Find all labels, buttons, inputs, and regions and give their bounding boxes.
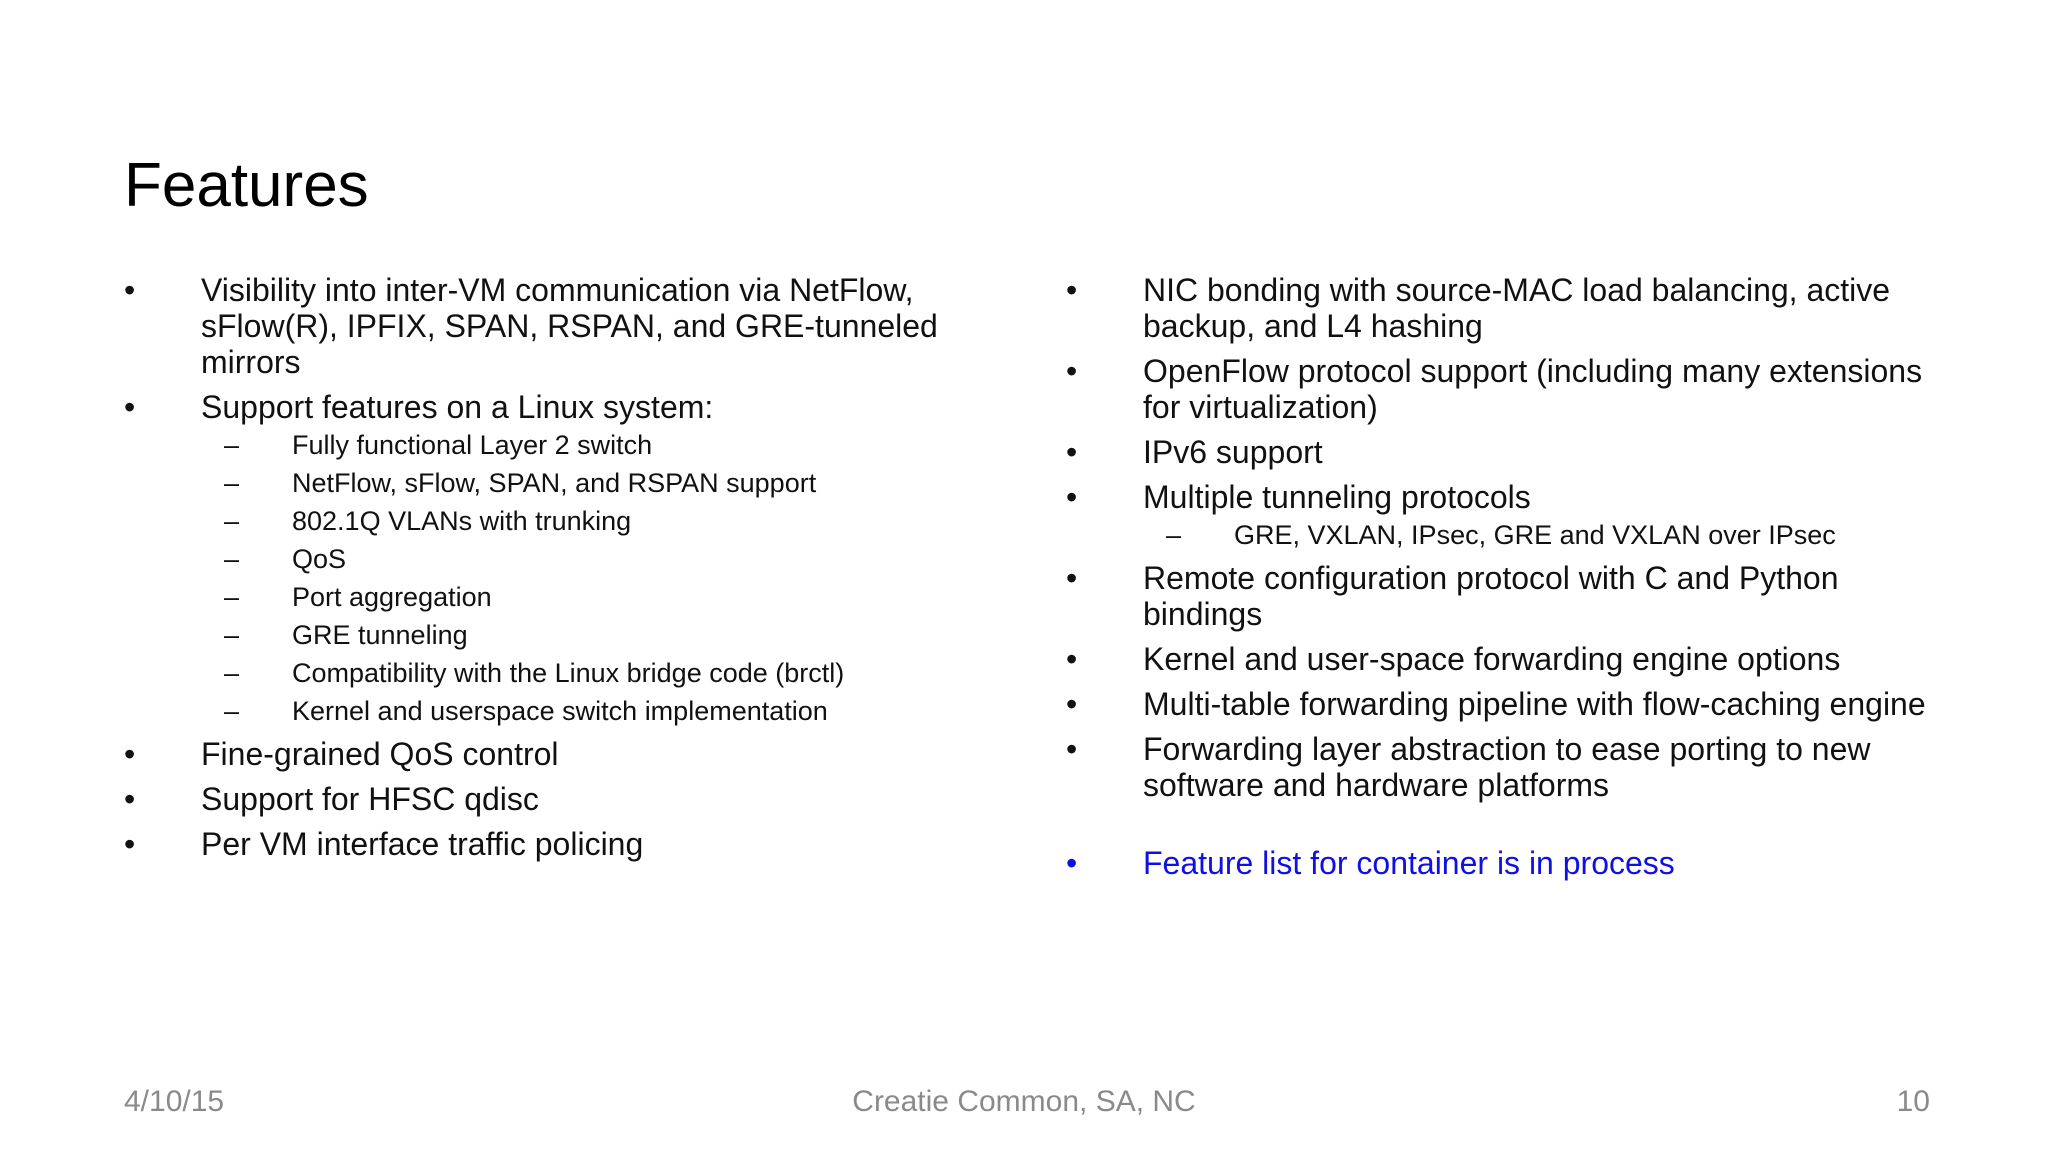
dash-icon: – (224, 468, 240, 498)
sub-list-item-text: QoS (292, 544, 347, 574)
bullet-icon: • (1066, 272, 1078, 308)
slide-title: Features (124, 150, 369, 220)
slide-number: 10 (1896, 1085, 1930, 1118)
list-item-text: Remote configuration protocol with C and Python bindings (1143, 560, 1839, 632)
bullet-icon: • (124, 272, 136, 308)
list-item (124, 736, 1024, 772)
list-item-text: Multi-table forwarding pipeline with flow-caching engine (1143, 686, 1926, 722)
list-item (1066, 479, 1946, 551)
dash-icon: – (224, 658, 240, 688)
list-item (124, 389, 1024, 727)
sub-list-item (124, 543, 1024, 575)
list-item-text: Fine-grained QoS control (201, 736, 559, 772)
bullet-icon: • (124, 736, 136, 772)
highlight-list-item (1066, 845, 1946, 881)
right-bullet-list (1066, 272, 1946, 890)
list-item (1066, 353, 1946, 425)
sub-list (201, 429, 1024, 727)
sub-list-item-text: Fully functional Layer 2 switch (292, 430, 653, 460)
bullet-icon: • (124, 826, 136, 862)
sub-list-item (124, 505, 1024, 537)
list-item-text: Support features on a Linux system: (201, 389, 714, 425)
bullet-icon: • (1066, 434, 1078, 470)
list-item (1066, 434, 1946, 470)
sub-list-item-text: Compatibility with the Linux bridge code (brctl) (292, 658, 845, 688)
sub-list-item (1066, 519, 1946, 551)
sub-list-item-text: GRE tunneling (292, 620, 468, 650)
list-item-text: Visibility into inter-VM communication via NetFlow, sFlow(R), IPFIX, SPAN, RSPAN, and GRE-tunneled mirrors (201, 272, 938, 380)
sub-list (1143, 519, 1946, 551)
dash-icon: – (1166, 520, 1182, 550)
list-item (124, 781, 1024, 817)
list-item-text: Forwarding layer abstraction to ease porting to new software and hardware platforms (1143, 731, 1871, 803)
list-item (1066, 686, 1946, 722)
list-item (1066, 272, 1946, 344)
dash-icon: – (224, 582, 240, 612)
highlight-list-item-text: Feature list for container is in process (1143, 845, 1675, 881)
sub-list-item (124, 429, 1024, 461)
dash-icon: – (224, 544, 240, 574)
list-item-text: OpenFlow protocol support (including many extensions for virtualization) (1143, 353, 1923, 425)
list-item-text: IPv6 support (1143, 434, 1323, 470)
list-item-text: NIC bonding with source-MAC load balancing, active backup, and L4 hashing (1143, 272, 1891, 344)
bullet-icon: • (124, 389, 136, 425)
list-item (1066, 560, 1946, 632)
list-item-text: Kernel and user-space forwarding engine options (1143, 641, 1841, 677)
sub-list-item (124, 695, 1024, 727)
sub-list-item-text: 802.1Q VLANs with trunking (292, 506, 632, 536)
list-item (124, 272, 1024, 380)
sub-list-item (124, 467, 1024, 499)
bullet-icon: • (1066, 353, 1078, 389)
bullet-icon: • (1066, 686, 1078, 722)
list-item-text: Support for HFSC qdisc (201, 781, 539, 817)
bullet-icon: • (124, 781, 136, 817)
bullet-icon: • (1066, 479, 1078, 515)
sub-list-item-text: Port aggregation (292, 582, 492, 612)
sub-list-item-text: NetFlow, sFlow, SPAN, and RSPAN support (292, 468, 817, 498)
dash-icon: – (224, 696, 240, 726)
list-item-text: Multiple tunneling protocols (1143, 479, 1531, 515)
sub-list-item (124, 581, 1024, 613)
left-bullet-list (124, 272, 1024, 871)
sub-list-item (124, 657, 1024, 689)
bullet-icon: • (1066, 560, 1078, 596)
list-item-text: Per VM interface traffic policing (201, 826, 644, 862)
bullet-icon: • (1066, 641, 1078, 677)
list-item (1066, 731, 1946, 803)
dash-icon: – (224, 506, 240, 536)
bullet-icon: • (1066, 731, 1078, 767)
sub-list-item (124, 619, 1024, 651)
list-item (124, 826, 1024, 862)
sub-list-item-text: GRE, VXLAN, IPsec, GRE and VXLAN over IPsec (1234, 520, 1836, 550)
sub-list-item-text: Kernel and userspace switch implementation (292, 696, 828, 726)
dash-icon: – (224, 620, 240, 650)
footer-license: Creatie Common, SA, NC (852, 1085, 1196, 1118)
dash-icon: – (224, 430, 240, 460)
bullet-icon: • (1066, 845, 1078, 881)
list-item (1066, 641, 1946, 677)
footer-date: 4/10/15 (124, 1085, 225, 1118)
